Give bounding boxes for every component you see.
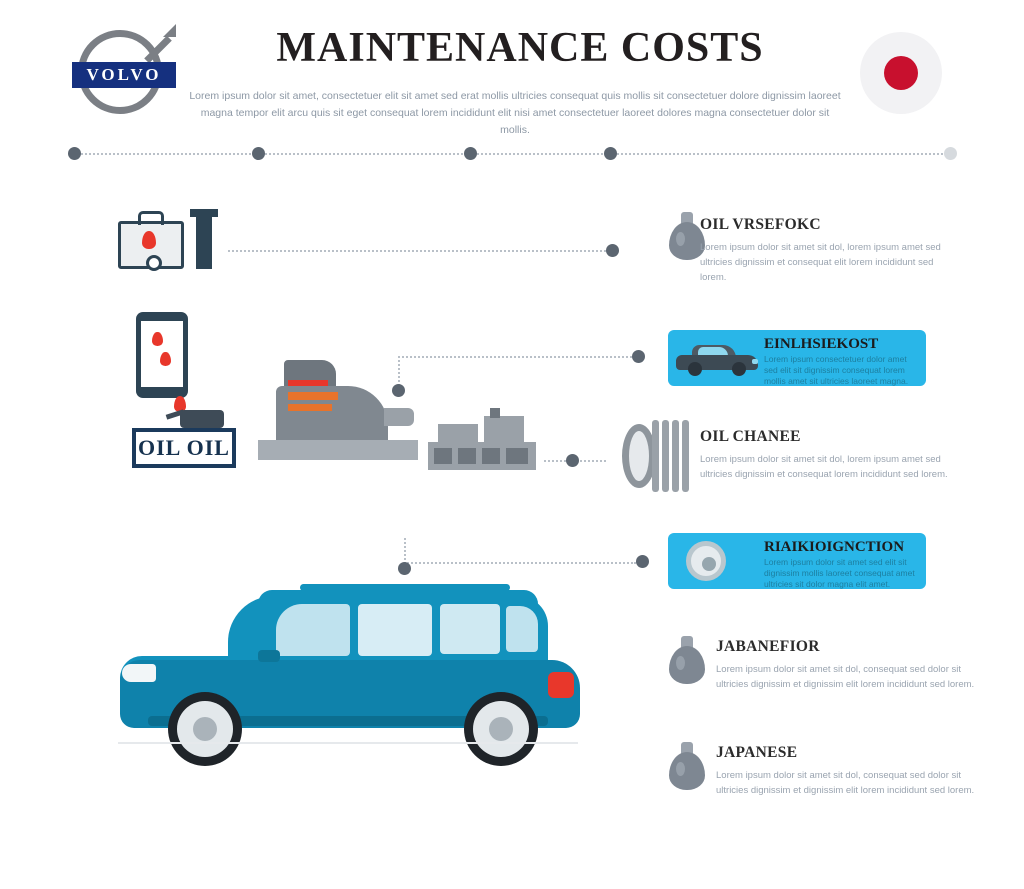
item-heading: JAPANESE	[716, 744, 798, 761]
item-oil-service	[700, 216, 960, 285]
item-heading: EINLHSIEKOST	[764, 336, 879, 352]
tire-stack-icon	[622, 420, 692, 494]
item-final-cost[interactable]	[668, 330, 926, 386]
timeline-dot-2[interactable]	[252, 147, 265, 160]
wheel-rim-icon	[686, 541, 726, 581]
front-wheel-icon	[168, 692, 242, 766]
service-station-icon	[428, 408, 536, 470]
item-oil-change	[700, 428, 960, 482]
oil-sign-label: OIL OIL	[138, 435, 230, 460]
japan-flag-icon	[860, 32, 942, 114]
garage-machine-icon	[258, 352, 418, 460]
node-final-cost[interactable]	[632, 350, 645, 363]
volvo-wordmark	[72, 62, 176, 88]
item-body: Lorem ipsum consectetuer dolor amet sed elit sit dignissim consequat lorem mollis amet sit ultricies laoreet magna.	[764, 354, 909, 386]
volvo-arrow-icon	[142, 24, 176, 58]
oil-drop-bag-icon	[666, 742, 708, 792]
smartphone-oil-app-icon	[136, 312, 188, 398]
node-maintenance[interactable]	[636, 555, 649, 568]
timeline	[60, 147, 960, 161]
node-oil-change[interactable]	[566, 454, 579, 467]
car-side-icon	[676, 344, 758, 376]
oil-can-icon	[166, 396, 226, 430]
page-subtitle: Lorem ipsum dolor sit amet, consectetuer elit sit amet sed erat mollis ultricies consequat quis mollis sit consectetuer dolore dignissim laoreet magna tempor elit arcu quis sit eget consequat lorem incididunt elit nisi amet consectetuer laoreet dolores magna consectetuer dolor sit mollis.	[189, 90, 841, 136]
item-japan-sector	[716, 638, 976, 692]
item-heading: OIL VRSEFOKC	[700, 216, 821, 233]
node-oil-service[interactable]	[606, 244, 619, 257]
item-body: Lorem ipsum dolor sit amet sit dol, consequat sed dolor sit ultricies dignissim et dignissim elit lorem incididunt sed lorem.	[716, 664, 975, 690]
timeline-dot-3[interactable]	[464, 147, 477, 160]
battery-toolbox-icon	[118, 205, 226, 277]
volvo-logo-text: VOLVO	[86, 65, 162, 84]
japan-flag-disc	[884, 56, 918, 90]
timeline-dot-1[interactable]	[68, 147, 81, 160]
item-heading: OIL CHANEE	[700, 428, 801, 445]
item-heading: JABANEFIOR	[716, 638, 820, 655]
item-heading: RIAIKIOIGNCTION	[764, 539, 905, 555]
timeline-line	[74, 153, 950, 155]
item-body: Lorem ipsum dolor sit amet sed elit sit dignissim mollis laoreet consequat amet ultricies sit dolor magna elit amet.	[764, 557, 915, 589]
item-maintenance-function[interactable]	[668, 533, 926, 589]
item-body: Lorem ipsum dolor sit amet sit dol, consequat sed dolor sit ultricies dignissim et dignissim elit lorem incididunt sed lorem.	[716, 770, 975, 796]
oil-drop-bag-icon	[666, 636, 708, 686]
timeline-dot-5[interactable]	[944, 147, 957, 160]
item-japanese	[716, 744, 976, 798]
page-title: MAINTENANCE COSTS	[276, 25, 764, 71]
blue-station-wagon-illustration	[108, 560, 588, 760]
connector-final-cost	[398, 356, 632, 358]
rear-wheel-icon	[464, 692, 538, 766]
oil-sign	[132, 428, 236, 468]
volvo-logo	[72, 22, 176, 100]
connector-oil-service	[228, 250, 610, 252]
item-body: Lorem ipsum dolor sit amet sit dol, lorem ipsum amet sed ultricies dignissim et consequat lorem incididunt sed lorem.	[700, 454, 948, 480]
item-body: Lorem ipsum dolor sit amet sit dol, lorem ipsum amet sed ultricies dignissim et consequat elit lorem incididunt sed lorem.	[700, 242, 941, 283]
timeline-dot-4[interactable]	[604, 147, 617, 160]
